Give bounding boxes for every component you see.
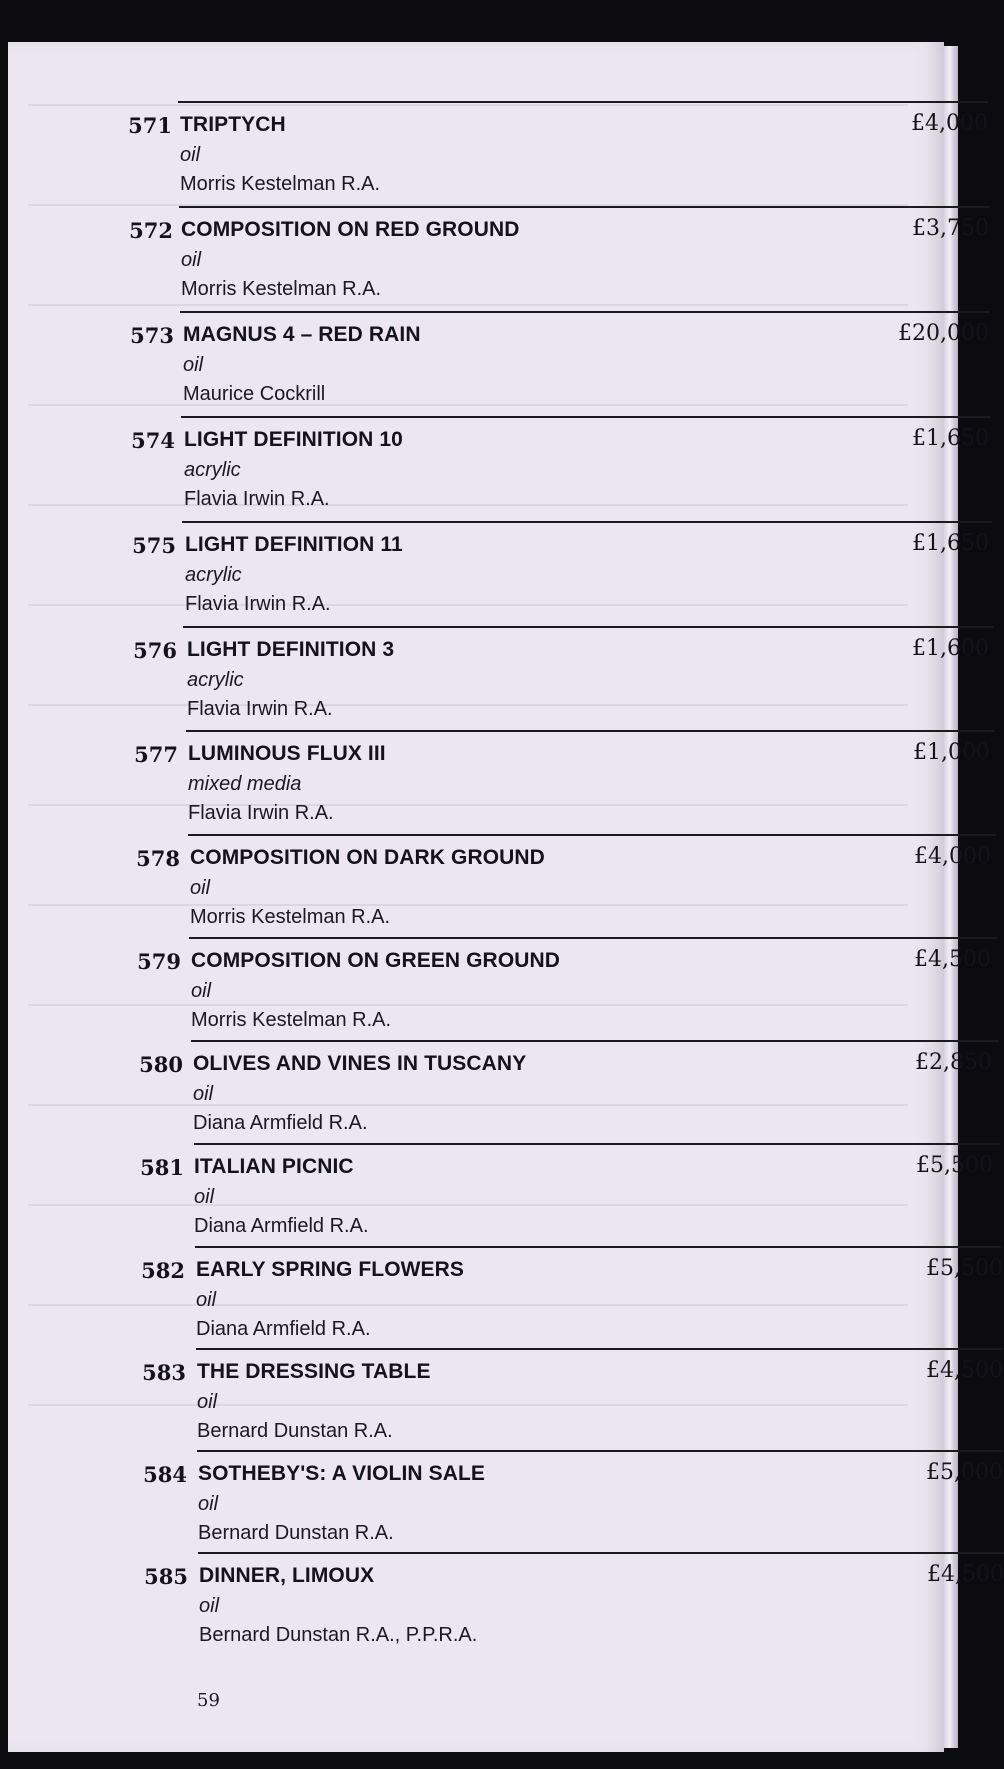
entry-price: £4,000 [911, 111, 988, 136]
entry-title: DINNER, LIMOUX [199, 1564, 375, 1587]
entry-title: SOTHEBY'S: A VIOLIN SALE [198, 1462, 486, 1485]
divider-rule [178, 101, 988, 103]
entry-price: £1,650 [912, 426, 989, 451]
entry-number: 571 [128, 113, 172, 138]
entry-medium: oil [196, 1289, 217, 1311]
entry-artist: Morris Kestelman R.A. [181, 278, 382, 300]
entry-price: £5,500 [926, 1256, 1003, 1281]
entry-title: EARLY SPRING FLOWERS [196, 1258, 465, 1281]
entry-artist: Morris Kestelman R.A. [180, 173, 381, 195]
entry-number: 576 [133, 638, 177, 663]
entry-title: LIGHT DEFINITION 11 [185, 533, 403, 556]
entry-number: 582 [141, 1258, 185, 1283]
entry-title: MAGNUS 4 – RED RAIN [183, 323, 421, 346]
catalogue-page [8, 42, 944, 1752]
entry-medium: oil [190, 877, 211, 899]
entry-medium: mixed media [188, 773, 302, 795]
entry-number: 581 [140, 1155, 184, 1180]
divider-rule [191, 1040, 999, 1042]
entry-artist: Bernard Dunstan R.A., P.P.R.A. [199, 1624, 478, 1646]
entry-price: £4,500 [914, 947, 991, 972]
entry-price: £1,650 [912, 531, 989, 556]
entry-title: COMPOSITION ON DARK GROUND [190, 846, 545, 869]
entry-artist: Flavia Irwin R.A. [188, 802, 334, 824]
entry-number: 583 [142, 1360, 186, 1385]
entry-title: TRIPTYCH [180, 113, 286, 136]
entry-number: 579 [137, 949, 181, 974]
entry-medium: acrylic [187, 669, 244, 691]
entry-title: LUMINOUS FLUX III [188, 742, 386, 765]
entry-number: 577 [134, 742, 178, 767]
entry-medium: acrylic [185, 564, 242, 586]
entry-artist: Diana Armfield R.A. [193, 1112, 368, 1134]
entry-price: £1,600 [912, 636, 989, 661]
entry-title: COMPOSITION ON RED GROUND [181, 218, 520, 241]
divider-rule [188, 834, 996, 836]
entry-medium: oil [180, 144, 201, 166]
divider-rule [197, 1450, 1003, 1452]
entry-artist: Maurice Cockrill [183, 383, 326, 405]
entry-number: 584 [143, 1462, 187, 1487]
entry-medium: oil [197, 1391, 218, 1413]
entry-title: THE DRESSING TABLE [197, 1360, 431, 1383]
entry-artist: Flavia Irwin R.A. [187, 698, 333, 720]
entry-medium: oil [199, 1595, 220, 1617]
entry-price: £5,000 [926, 1460, 1003, 1485]
entry-medium: oil [183, 354, 204, 376]
entry-title: LIGHT DEFINITION 3 [187, 638, 395, 661]
entry-number: 578 [136, 846, 180, 871]
divider-rule [196, 1348, 1002, 1350]
entry-medium: oil [191, 980, 212, 1002]
entry-medium: oil [194, 1186, 215, 1208]
entry-artist: Diana Armfield R.A. [194, 1215, 369, 1237]
entry-price: £20,000 [898, 321, 989, 346]
page-number: 59 [197, 1690, 220, 1711]
entry-medium: oil [181, 249, 202, 271]
entry-artist: Diana Armfield R.A. [196, 1318, 371, 1340]
entry-artist: Bernard Dunstan R.A. [198, 1522, 394, 1544]
entry-price: £3,750 [912, 216, 989, 241]
divider-rule [194, 1143, 1000, 1145]
entry-number: 585 [144, 1564, 188, 1589]
entry-price: £2,850 [915, 1050, 992, 1075]
entry-price: £4,500 [926, 1358, 1003, 1383]
entry-title: OLIVES AND VINES IN TUSCANY [193, 1052, 527, 1075]
entry-title: ITALIAN PICNIC [194, 1155, 354, 1178]
show-through-lines [8, 42, 944, 1752]
entry-artist: Bernard Dunstan R.A. [197, 1420, 393, 1442]
entry-number: 574 [131, 428, 175, 453]
divider-rule [181, 416, 991, 418]
entry-title: LIGHT DEFINITION 10 [184, 428, 403, 451]
entry-number: 573 [130, 323, 174, 348]
entry-artist: Morris Kestelman R.A. [190, 906, 391, 928]
entry-price: £4,500 [927, 1562, 1004, 1587]
entry-medium: oil [198, 1493, 219, 1515]
entry-artist: Flavia Irwin R.A. [185, 593, 331, 615]
divider-rule [186, 730, 994, 732]
entry-number: 575 [132, 533, 176, 558]
page-edge [944, 46, 958, 1748]
entry-artist: Flavia Irwin R.A. [184, 488, 330, 510]
entry-number: 580 [139, 1052, 183, 1077]
divider-rule [180, 311, 990, 313]
entry-number: 572 [129, 218, 173, 243]
divider-rule [195, 1246, 1001, 1248]
entry-price: £1,000 [913, 740, 990, 765]
entry-medium: oil [193, 1083, 214, 1105]
divider-rule [182, 521, 992, 523]
divider-rule [189, 937, 997, 939]
divider-rule [198, 1552, 1004, 1554]
entry-price: £4,000 [914, 844, 991, 869]
entry-artist: Morris Kestelman R.A. [191, 1009, 392, 1031]
entry-title: COMPOSITION ON GREEN GROUND [191, 949, 561, 972]
entry-medium: acrylic [184, 459, 241, 481]
entry-price: £5,500 [916, 1153, 993, 1178]
divider-rule [183, 626, 993, 628]
divider-rule [179, 206, 989, 208]
